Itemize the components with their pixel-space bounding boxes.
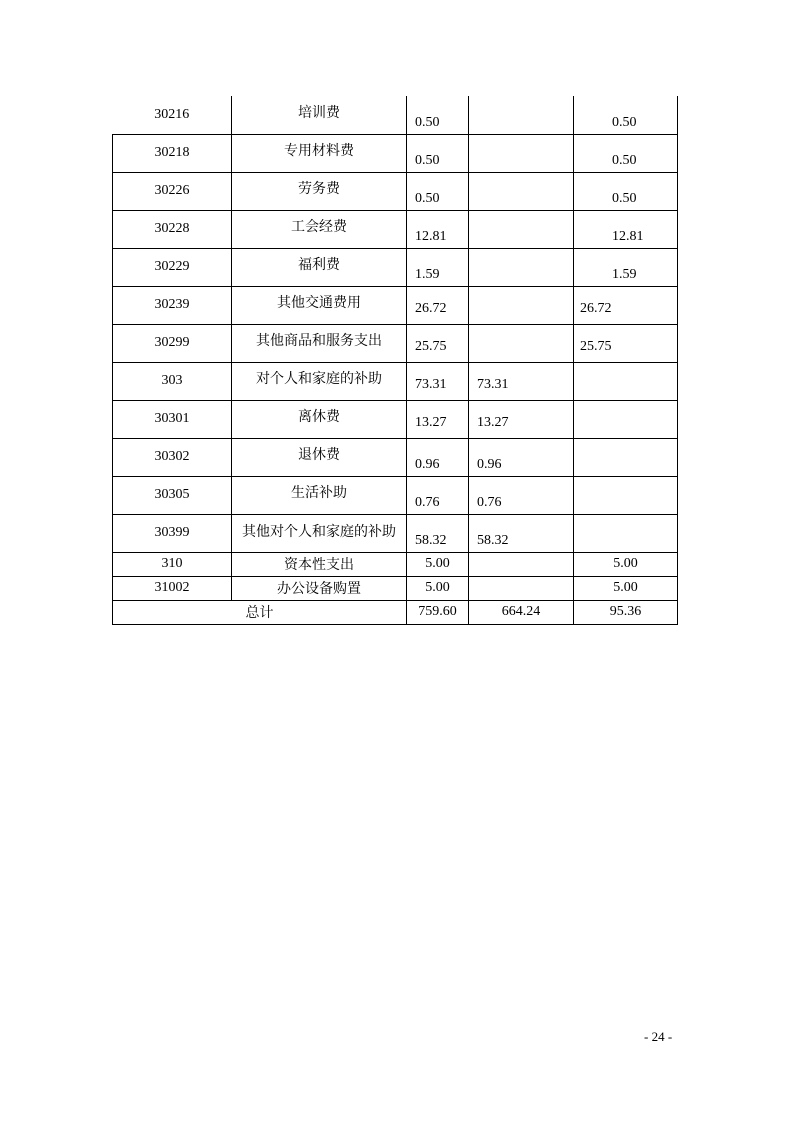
- page-number: - 24 -: [644, 1029, 673, 1044]
- expenditure-table: [112, 96, 678, 625]
- account-code: 30399: [113, 514, 232, 552]
- total-value: 1.59: [407, 248, 469, 286]
- grand-basic-value: 664.24: [469, 600, 574, 624]
- table-row: [113, 576, 678, 600]
- basic-value: 0.76: [469, 476, 574, 514]
- basic-value: [469, 552, 574, 576]
- account-name: 培训费: [232, 96, 407, 134]
- account-code: 30228: [113, 210, 232, 248]
- table-row: [113, 324, 678, 362]
- account-code: 30305: [113, 476, 232, 514]
- basic-value: [469, 248, 574, 286]
- total-value: 12.81: [407, 210, 469, 248]
- account-name: 离休费: [232, 400, 407, 438]
- grand-total-value: 759.60: [407, 600, 469, 624]
- table-row: [113, 552, 678, 576]
- project-value: 25.75: [574, 324, 678, 362]
- project-value: [574, 476, 678, 514]
- project-value: 1.59: [574, 248, 678, 286]
- total-value: 5.00: [407, 552, 469, 576]
- project-value: 26.72: [574, 286, 678, 324]
- basic-value: [469, 286, 574, 324]
- table-row: [113, 514, 678, 552]
- table-row: [113, 248, 678, 286]
- total-value: 0.50: [407, 134, 469, 172]
- table-row: [113, 362, 678, 400]
- total-row: [113, 600, 678, 624]
- total-value: 5.00: [407, 576, 469, 600]
- project-value: [574, 438, 678, 476]
- basic-value: [469, 134, 574, 172]
- basic-value: 13.27: [469, 400, 574, 438]
- project-value: 12.81: [574, 210, 678, 248]
- basic-value: [469, 324, 574, 362]
- account-name: 办公设备购置: [232, 576, 407, 600]
- basic-value: 58.32: [469, 514, 574, 552]
- project-value: 0.50: [574, 96, 678, 134]
- total-value: 58.32: [407, 514, 469, 552]
- project-value: 0.50: [574, 134, 678, 172]
- basic-value: 73.31: [469, 362, 574, 400]
- account-name: 退休费: [232, 438, 407, 476]
- account-name: 福利费: [232, 248, 407, 286]
- basic-value: 0.96: [469, 438, 574, 476]
- table-row: [113, 134, 678, 172]
- total-value: 0.50: [407, 172, 469, 210]
- table-row: [113, 210, 678, 248]
- basic-value: [469, 172, 574, 210]
- table-row: [113, 172, 678, 210]
- table-row: [113, 96, 678, 134]
- project-value: [574, 362, 678, 400]
- project-value: [574, 514, 678, 552]
- project-value: [574, 400, 678, 438]
- account-name: 资本性支出: [232, 552, 407, 576]
- total-value: 25.75: [407, 324, 469, 362]
- account-code: 30229: [113, 248, 232, 286]
- account-code: 30299: [113, 324, 232, 362]
- account-name: 工会经费: [232, 210, 407, 248]
- basic-value: [469, 576, 574, 600]
- table-row: [113, 286, 678, 324]
- total-value: 26.72: [407, 286, 469, 324]
- account-code: 310: [113, 552, 232, 576]
- project-value: 5.00: [574, 576, 678, 600]
- account-name: 其他对个人和家庭的补助: [232, 514, 407, 552]
- table-row: [113, 476, 678, 514]
- total-value: 0.50: [407, 96, 469, 134]
- account-code: 30301: [113, 400, 232, 438]
- account-code: 30226: [113, 172, 232, 210]
- account-name: 专用材料费: [232, 134, 407, 172]
- total-label: 总计: [113, 600, 407, 624]
- account-code: 30302: [113, 438, 232, 476]
- basic-value: [469, 210, 574, 248]
- account-name: 劳务费: [232, 172, 407, 210]
- account-code: 31002: [113, 576, 232, 600]
- total-value: 13.27: [407, 400, 469, 438]
- account-name: 其他交通费用: [232, 286, 407, 324]
- account-code: 30239: [113, 286, 232, 324]
- table-row: [113, 400, 678, 438]
- account-name: 生活补助: [232, 476, 407, 514]
- account-name: 对个人和家庭的补助: [232, 362, 407, 400]
- basic-value: [469, 96, 574, 134]
- total-value: 73.31: [407, 362, 469, 400]
- table-row: [113, 438, 678, 476]
- account-code: 303: [113, 362, 232, 400]
- grand-project-value: 95.36: [574, 600, 678, 624]
- project-value: 5.00: [574, 552, 678, 576]
- account-code: 30218: [113, 134, 232, 172]
- total-value: 0.96: [407, 438, 469, 476]
- total-value: 0.76: [407, 476, 469, 514]
- account-name: 其他商品和服务支出: [232, 324, 407, 362]
- account-code: 30216: [113, 96, 232, 134]
- project-value: 0.50: [574, 172, 678, 210]
